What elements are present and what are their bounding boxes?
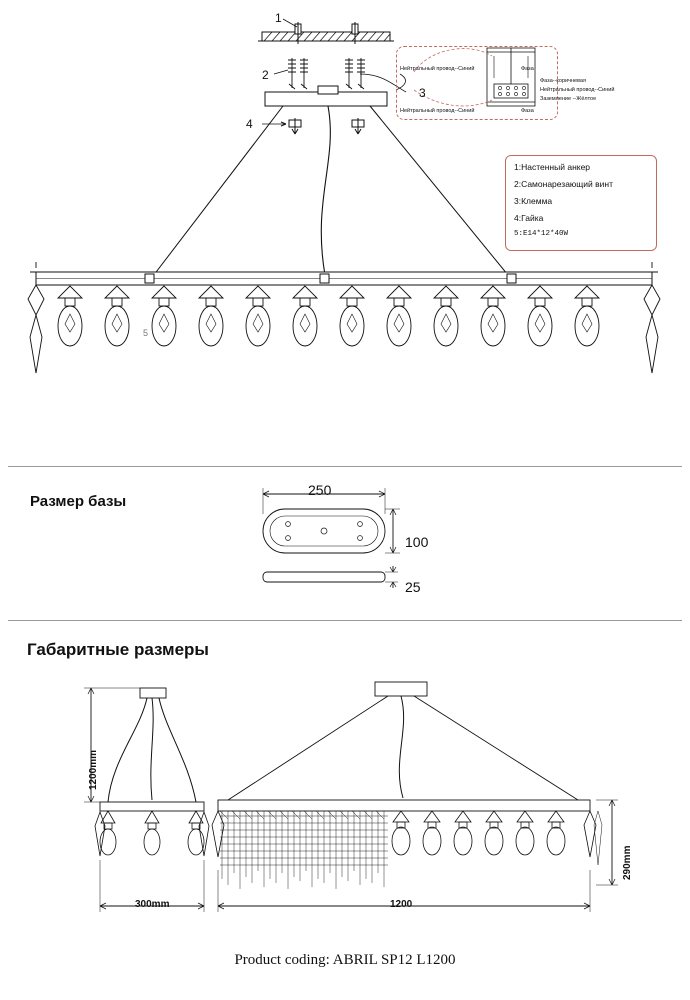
parts-legend-item-4: 4:Гайка [514, 213, 544, 223]
base-dimension-drawing [0, 466, 690, 616]
wiring-legend-ground: Заземление --Жёлтое [540, 96, 597, 102]
overall-section-title: Габаритные размеры [27, 640, 209, 659]
wiring-neutral-top-label: Нейтральный провод--Синий [400, 66, 475, 72]
callout-4: 4 [246, 117, 253, 131]
callout-3: 3 [419, 86, 426, 100]
overall-dimension-drawing [0, 620, 690, 940]
base-height-dimension: 25 [405, 579, 421, 595]
base-depth-dimension: 100 [405, 534, 429, 550]
parts-legend-item-1: 1:Настенный анкер [514, 162, 591, 172]
overall-body-height-dimension: 290mm [622, 845, 633, 880]
base-section-title: Размер базы [30, 493, 127, 510]
product-coding-footer: Product coding: ABRIL SP12 L1200 [234, 952, 456, 968]
overall-length-dimension: 1200 [390, 899, 413, 910]
wiring-legend-phase: Фаза--коричневая [540, 78, 586, 84]
callout-5: 5 [143, 328, 149, 338]
overall-side-width-dimension: 300mm [135, 899, 170, 910]
wiring-phase-top-label: Фаза [521, 66, 534, 72]
wiring-phase-bottom-label: Фаза [521, 108, 534, 114]
overall-drop-dimension: 1200mm [88, 749, 99, 790]
wiring-legend-neutral: Нейтральный провод--Синий [540, 87, 615, 93]
parts-legend-box [505, 155, 657, 251]
parts-legend-item-2: 2:Самонарезающий винт [514, 179, 614, 189]
callout-2: 2 [262, 68, 269, 82]
parts-legend-item-5: 5:E14*12*40W [514, 230, 569, 238]
wiring-neutral-bottom-label: Нейтральный провод--Синий [400, 108, 475, 114]
callout-1: 1 [275, 11, 282, 25]
base-width-dimension: 250 [308, 482, 332, 498]
parts-legend-item-3: 3:Клемма [514, 196, 553, 206]
